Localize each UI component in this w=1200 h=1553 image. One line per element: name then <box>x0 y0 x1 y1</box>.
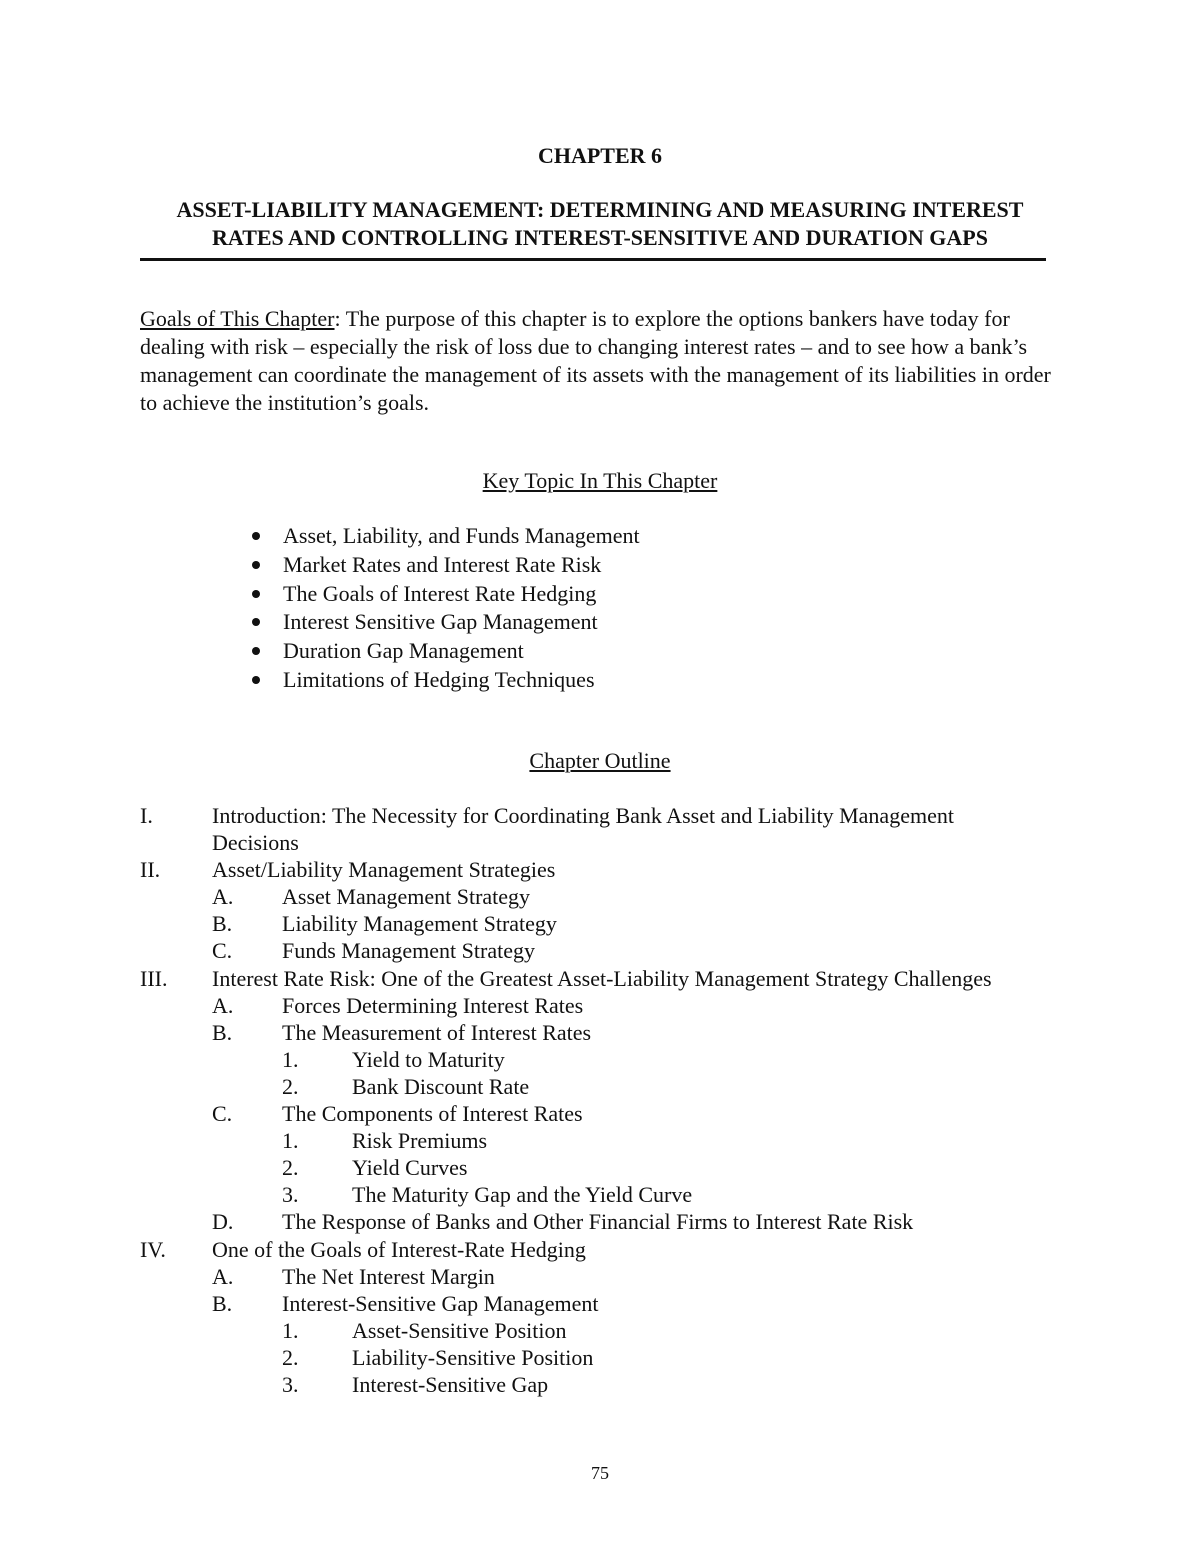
key-topics-list <box>246 522 640 695</box>
outline-number: 2. <box>282 1073 299 1099</box>
outline-number: IV. <box>140 1236 166 1262</box>
bullet-icon <box>252 590 260 598</box>
outline-row <box>140 1127 1060 1154</box>
bullet-icon <box>252 532 260 540</box>
outline-number: 2. <box>282 1344 299 1370</box>
outline-row <box>140 1154 1060 1181</box>
outline-number: C. <box>212 1101 233 1127</box>
list-item <box>246 637 640 666</box>
bullet-icon <box>252 561 260 569</box>
outline-row <box>140 1263 1060 1290</box>
outline-number: III. <box>140 965 168 991</box>
outline-text: Yield to Maturity <box>352 1046 505 1072</box>
outline-number: 1. <box>282 1046 299 1072</box>
list-item <box>246 522 640 551</box>
goals-text: : The purpose of this chapter is to explore the options bankers have today for dealing with risk – especially the risk of loss due to changing interest rates – and to see how a bank’s management can coordinate the management of its assets with the management of its liabilities in order to achieve the institution’s goals. <box>140 306 1051 415</box>
outline-number: 2. <box>282 1155 299 1181</box>
outline-number: II. <box>140 857 161 883</box>
outline-row <box>140 1046 1060 1073</box>
outline-row <box>140 1317 1060 1344</box>
key-topics-heading: Key Topic In This Chapter <box>482 468 718 493</box>
outline-text: Liability-Sensitive Position <box>352 1344 594 1370</box>
outline-text: Funds Management Strategy <box>282 938 535 964</box>
outline-text: Bank Discount Rate <box>352 1073 530 1099</box>
chapter-title <box>140 196 1060 252</box>
outline-row <box>140 1344 1060 1371</box>
outline-number: 3. <box>282 1371 299 1397</box>
outline-text: One of the Goals of Interest-Rate Hedging <box>212 1236 586 1262</box>
chapter-title-line-1: ASSET-LIABILITY MANAGEMENT: DETERMINING AND MEASURING INTEREST <box>176 197 1024 222</box>
bullet-icon <box>252 676 260 684</box>
outline-row <box>140 1290 1060 1317</box>
outline-row <box>140 883 1060 910</box>
title-divider <box>140 258 1046 261</box>
topic-text: Market Rates and Interest Rate Risk <box>283 551 602 577</box>
topic-text: Asset, Liability, and Funds Management <box>283 523 640 548</box>
topic-text: Interest Sensitive Gap Management <box>283 609 598 635</box>
outline-number: I. <box>140 803 153 828</box>
list-item <box>246 666 640 695</box>
outline-number: 1. <box>282 1317 299 1343</box>
list-item <box>246 551 640 580</box>
outline-row <box>140 1073 1060 1100</box>
topic-text: Duration Gap Management <box>283 638 524 664</box>
outline-row <box>140 965 1060 992</box>
outline-row <box>140 1100 1060 1127</box>
bullet-icon <box>252 618 260 626</box>
outline-row <box>140 829 1060 856</box>
outline-text: Interest Rate Risk: One of the Greatest Asset-Liability Management Strategy Challenges <box>212 965 992 991</box>
outline-row <box>140 856 1060 883</box>
outline-text: Interest-Sensitive Gap Management <box>282 1290 599 1316</box>
outline-text: Interest-Sensitive Gap <box>352 1371 549 1397</box>
outline-row <box>140 910 1060 937</box>
outline-row <box>140 1181 1060 1208</box>
outline-text: Asset/Liability Management Strategies <box>212 857 556 883</box>
outline-row <box>140 992 1060 1019</box>
outline-text: The Maturity Gap and the Yield Curve <box>352 1182 693 1208</box>
topic-text: Limitations of Hedging Techniques <box>283 666 595 692</box>
page-number: 75 <box>591 1463 609 1483</box>
outline-text: The Net Interest Margin <box>282 1263 495 1289</box>
outline-number: D. <box>212 1209 234 1235</box>
outline-number: 1. <box>282 1128 299 1154</box>
outline-row <box>140 1371 1060 1398</box>
outline-text: The Response of Banks and Other Financial Firms to Interest Rate Risk <box>282 1209 914 1235</box>
outline-number: B. <box>212 1290 233 1316</box>
outline-text: Asset-Sensitive Position <box>352 1317 567 1343</box>
outline-row <box>140 1208 1060 1235</box>
outline-text: The Components of Interest Rates <box>282 1101 583 1127</box>
topic-text: The Goals of Interest Rate Hedging <box>283 580 597 606</box>
outline-row <box>140 937 1060 964</box>
goals-paragraph <box>140 305 1060 417</box>
outline-number: A. <box>212 1263 234 1289</box>
chapter-outline <box>140 802 1060 1398</box>
outline-number: A. <box>212 992 234 1018</box>
bullet-icon <box>252 647 260 655</box>
outline-heading: Chapter Outline <box>529 748 671 773</box>
outline-number: 3. <box>282 1182 299 1208</box>
outline-text: Liability Management Strategy <box>282 911 557 937</box>
outline-text: Asset Management Strategy <box>282 884 531 910</box>
outline-text: Decisions <box>212 830 299 856</box>
chapter-number: CHAPTER 6 <box>537 143 663 168</box>
outline-row <box>140 1019 1060 1046</box>
outline-text: The Measurement of Interest Rates <box>282 1019 592 1045</box>
outline-number: A. <box>212 884 234 910</box>
outline-text: Yield Curves <box>352 1155 468 1181</box>
goals-label: Goals of This Chapter <box>140 306 335 331</box>
outline-row <box>140 802 1060 829</box>
list-item <box>246 580 640 609</box>
chapter-title-line-2: RATES AND CONTROLLING INTEREST-SENSITIVE AND DURATION GAPS <box>212 225 988 250</box>
outline-number: B. <box>212 911 233 937</box>
outline-number: B. <box>212 1019 233 1045</box>
outline-text: Forces Determining Interest Rates <box>282 992 584 1018</box>
outline-number: C. <box>212 938 233 964</box>
outline-text: Introduction: The Necessity for Coordinating Bank Asset and Liability Management <box>212 803 954 828</box>
list-item <box>246 608 640 637</box>
outline-row <box>140 1236 1060 1263</box>
outline-text: Risk Premiums <box>352 1128 488 1154</box>
